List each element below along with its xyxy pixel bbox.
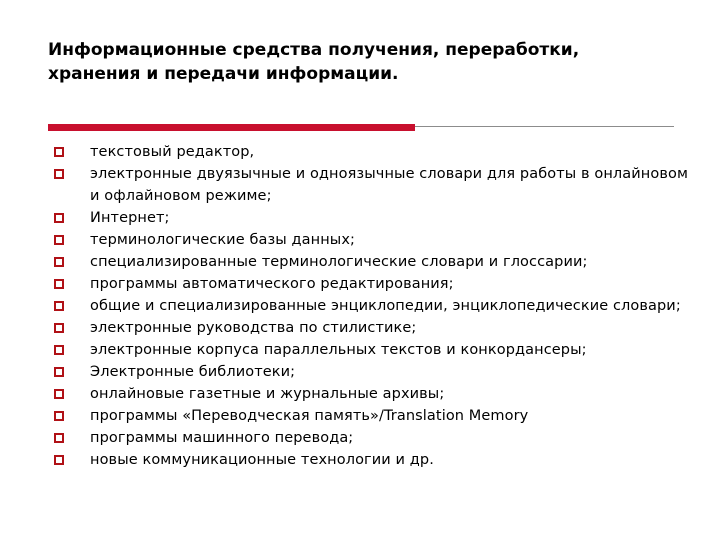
slide-title-line-1: Информационные средства получения, переработки,	[48, 40, 580, 60]
list-item-text: электронные корпуса параллельных текстов и конкордансеры;	[90, 342, 587, 358]
list-item	[48, 163, 688, 207]
list-item	[48, 207, 688, 229]
list-item	[48, 383, 688, 405]
list-item	[48, 405, 688, 427]
list-item-text: специализированные терминологические словари и глоссарии;	[90, 254, 588, 270]
list-item	[48, 427, 688, 449]
list-item	[48, 251, 688, 273]
hollow-square-icon	[54, 279, 64, 289]
list-item-text: терминологические базы данных;	[90, 232, 356, 248]
list-item-text: программы «Переводческая память»/Translation Memory	[90, 408, 529, 424]
hollow-square-icon	[54, 411, 64, 421]
list-item-text: онлайновые газетные и журнальные архивы;	[90, 386, 445, 402]
list-item-text: электронные двуязычные и одноязычные словари для работы в онлайновом и офлайновом режиме;	[90, 166, 689, 204]
hollow-square-icon	[54, 389, 64, 399]
hollow-square-icon	[54, 455, 64, 465]
list-item	[48, 339, 688, 361]
hollow-square-icon	[54, 433, 64, 443]
hollow-square-icon	[54, 169, 64, 179]
list-item-text: общие и специализированные энциклопедии, энциклопедические словари;	[90, 298, 681, 314]
list-item	[48, 449, 688, 471]
slide-title	[48, 38, 688, 86]
title-divider-accent	[48, 124, 415, 131]
hollow-square-icon	[54, 235, 64, 245]
hollow-square-icon	[54, 213, 64, 223]
list-item-text: Интернет;	[90, 210, 170, 226]
hollow-square-icon	[54, 257, 64, 267]
list-item	[48, 295, 688, 317]
list-item-text: текстовый редактор,	[90, 144, 255, 160]
list-item-text: программы автоматического редактирования;	[90, 276, 454, 292]
list-item	[48, 229, 688, 251]
list-item-text: программы машинного перевода;	[90, 430, 354, 446]
hollow-square-icon	[54, 345, 64, 355]
list-item-text: электронные руководства по стилистике;	[90, 320, 417, 336]
slide-title-line-2: хранения и передачи информации.	[48, 64, 399, 84]
list-item-text: новые коммуникационные технологии и др.	[90, 452, 434, 468]
list-item	[48, 361, 688, 383]
hollow-square-icon	[54, 323, 64, 333]
hollow-square-icon	[54, 147, 64, 157]
list-item-text: Электронные библиотеки;	[90, 364, 296, 380]
bullet-list	[48, 141, 688, 471]
list-item	[48, 317, 688, 339]
hollow-square-icon	[54, 367, 64, 377]
hollow-square-icon	[54, 301, 64, 311]
list-item	[48, 141, 688, 163]
list-item	[48, 273, 688, 295]
